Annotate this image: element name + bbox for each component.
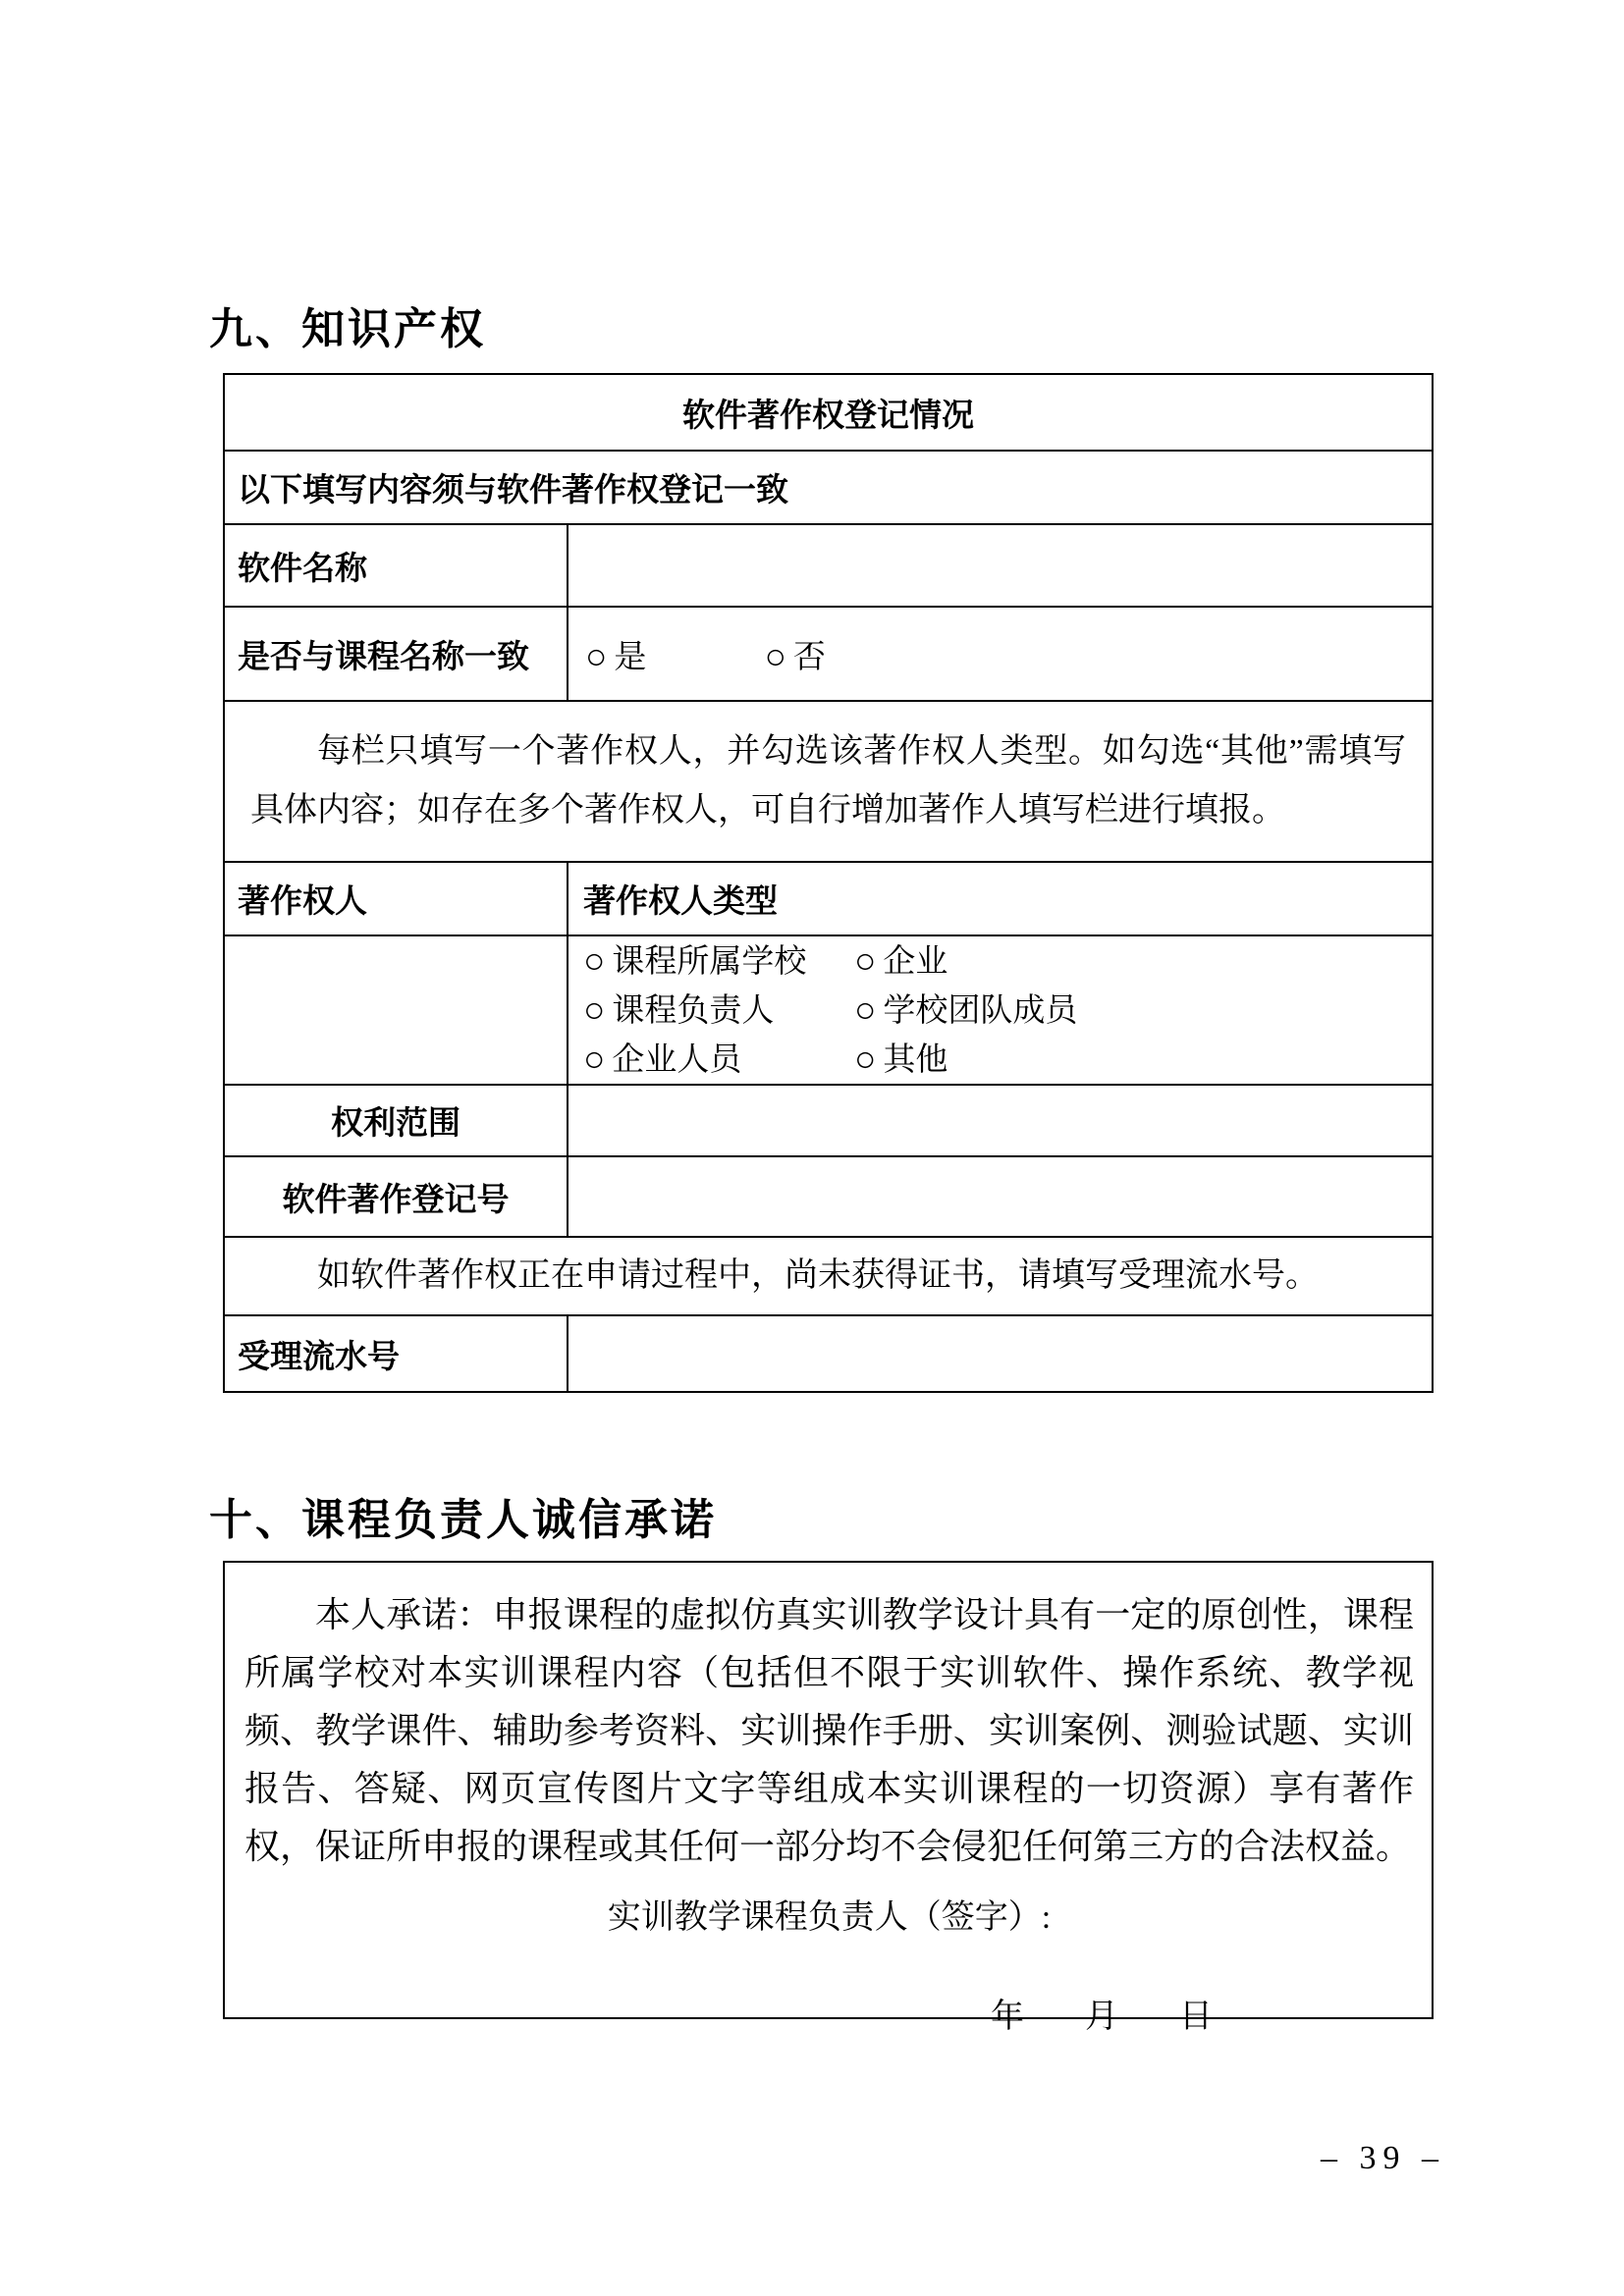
radio-no-label: 否 xyxy=(792,639,826,675)
owner-label: 著作权人 xyxy=(224,862,568,935)
radio-school-team-member[interactable] xyxy=(854,986,1432,1035)
radio-circle-icon: ○ xyxy=(854,1039,877,1079)
table-row xyxy=(224,701,1433,862)
table-row xyxy=(224,1085,1433,1156)
signature-label: 实训教学课程负责人（签字）: xyxy=(607,1899,1052,1936)
radio-circle-icon: ○ xyxy=(583,989,606,1030)
option-label: 企业人员 xyxy=(612,1042,742,1078)
commitment-box xyxy=(223,1561,1434,2035)
table-title: 软件著作权登记情况 xyxy=(224,374,1433,451)
owner-instructions-note: 每栏只填写一个著作权人，并勾选该著作权人类型。如勾选“其他”需填写具体内容；如存在多个著作权人，可自行增加著作人填写栏进行填报。 xyxy=(224,701,1433,862)
section-9-title: 九、知识产权 xyxy=(209,305,486,353)
owner-type-label: 著作权人类型 xyxy=(568,862,1433,935)
radio-course-school[interactable] xyxy=(583,936,854,986)
table-row xyxy=(224,1156,1433,1237)
table-row xyxy=(224,1237,1433,1315)
option-label: 课程负责人 xyxy=(612,993,775,1029)
table-row xyxy=(224,935,1433,1085)
rights-scope-label: 权利范围 xyxy=(224,1085,568,1156)
table-row xyxy=(224,862,1433,935)
serial-number-input[interactable] xyxy=(568,1315,1433,1392)
date-line[interactable] xyxy=(244,1989,1414,2037)
section-10-title: 十、课程负责人诚信承诺 xyxy=(209,1496,717,1544)
owner-type-options-cell xyxy=(568,935,1433,1085)
table-row xyxy=(224,1315,1433,1392)
page-number: – 39 – xyxy=(1321,2140,1445,2176)
radio-circle-icon: ○ xyxy=(585,635,608,676)
match-course-name-label: 是否与课程名称一致 xyxy=(224,607,568,701)
radio-no[interactable] xyxy=(765,631,826,677)
commitment-paragraph: 本人承诺：申报课程的虚拟仿真实训教学设计具有一定的原创性，课程所属学校对本实训课程内容（包括但不限于实训软件、操作系统、教学视频、教学课件、辅助参考资料、实训操作手册、实训案例、测验试题、实训报告、答疑、网页宣传图片文字等组成本实训课程的一切资源）享有著作权，保证所申报的课程或其任何一部分均不会侵犯任何第三方的合法权益。 xyxy=(244,1595,1414,1866)
registration-number-label: 软件著作登记号 xyxy=(224,1156,568,1237)
software-name-input[interactable] xyxy=(568,524,1433,607)
table-row xyxy=(224,374,1433,451)
radio-circle-icon: ○ xyxy=(583,940,606,981)
serial-number-label: 受理流水号 xyxy=(224,1315,568,1392)
registration-number-input[interactable] xyxy=(568,1156,1433,1237)
software-name-label: 软件名称 xyxy=(224,524,568,607)
table-subnote: 以下填写内容须与软件著作权登记一致 xyxy=(224,451,1433,524)
radio-yes[interactable] xyxy=(585,631,646,677)
table-row xyxy=(224,451,1433,524)
table-row xyxy=(224,524,1433,607)
owner-type-options xyxy=(568,936,1432,1084)
radio-circle-icon: ○ xyxy=(764,635,786,676)
radio-yes-label: 是 xyxy=(614,639,647,675)
option-label: 课程所属学校 xyxy=(612,944,807,980)
radio-enterprise-staff[interactable] xyxy=(583,1035,854,1084)
radio-enterprise[interactable] xyxy=(854,936,1432,986)
radio-circle-icon: ○ xyxy=(854,989,877,1030)
option-label: 学校团队成员 xyxy=(883,993,1078,1029)
table-row xyxy=(224,607,1433,701)
date-year-label: 年 xyxy=(991,1999,1024,2035)
radio-course-leader[interactable] xyxy=(583,986,854,1035)
copyright-registration-table xyxy=(223,373,1434,1393)
option-label: 企业 xyxy=(883,944,948,980)
pending-application-note: 如软件著作权正在申请过程中，尚未获得证书，请填写受理流水号。 xyxy=(224,1237,1433,1315)
radio-circle-icon: ○ xyxy=(583,1039,606,1079)
signature-line[interactable] xyxy=(244,1890,1414,1938)
match-course-name-options xyxy=(568,607,1433,701)
date-day-label: 日 xyxy=(1179,1999,1213,2035)
rights-scope-input[interactable] xyxy=(568,1085,1433,1156)
date-month-label: 月 xyxy=(1085,1999,1118,2035)
radio-other[interactable] xyxy=(854,1035,1432,1084)
option-label: 其他 xyxy=(883,1042,948,1078)
radio-circle-icon: ○ xyxy=(854,940,877,981)
owner-input[interactable] xyxy=(224,935,568,1085)
